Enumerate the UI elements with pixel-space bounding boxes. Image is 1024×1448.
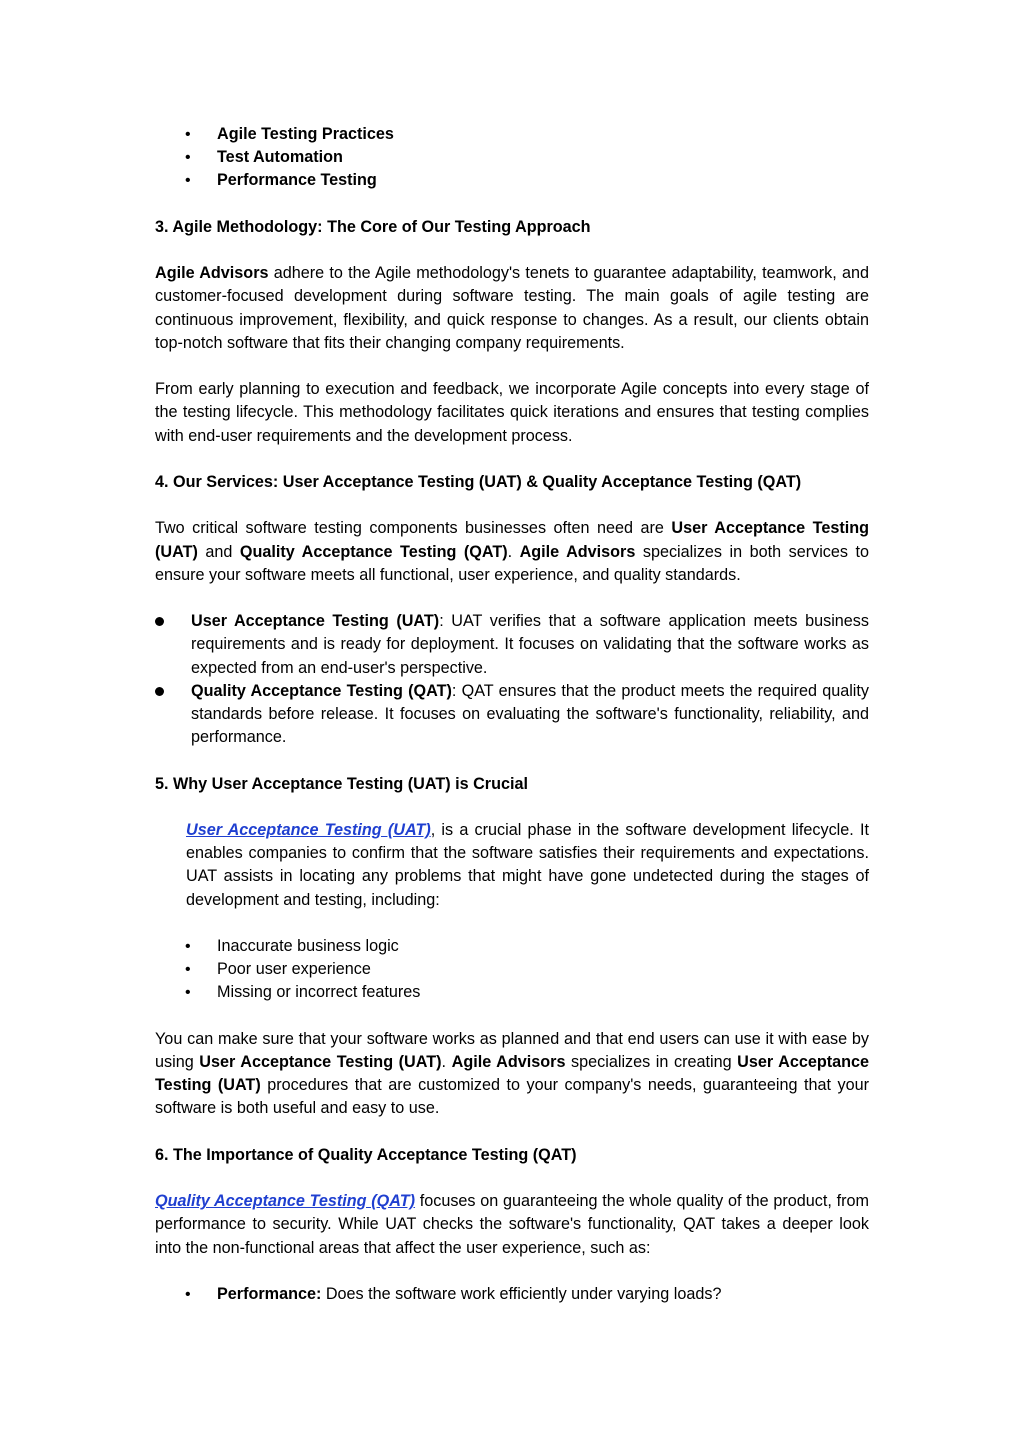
- section-6-heading: 6. The Importance of Quality Acceptance Testing (QAT): [155, 1145, 577, 1164]
- uat-link[interactable]: User Acceptance Testing (UAT): [186, 820, 431, 839]
- document-page: [155, 123, 869, 1306]
- services-list: [155, 610, 869, 749]
- section-5-paragraph-2: You can make sure that your software works as planned and that end users can use it with ease by using User Acceptance Testing (UAT). Agile Advisors specializes in creating User Acceptance Testing (UAT) procedures that are customized to your company's needs, guaranteeing that your software is both useful and easy to use.: [155, 1029, 870, 1118]
- list-item: • Inaccurate business logic: [155, 935, 869, 958]
- list-item: • Agile Testing Practices: [155, 123, 869, 146]
- section-5-paragraph-1: User Acceptance Testing (UAT), is a crucial phase in the software development lifecycle. It enables companies to confirm that the software satisfies their requirements and expectations. UAT assists in locating any problems that might have gone undetected during the stages of development and testing, including:: [186, 820, 869, 909]
- section-4-heading: 4. Our Services: User Acceptance Testing (UAT) & Quality Acceptance Testing (QAT): [155, 472, 802, 491]
- section-5-heading: 5. Why User Acceptance Testing (UAT) is Crucial: [155, 774, 528, 793]
- qat-link[interactable]: Quality Acceptance Testing (QAT): [155, 1192, 416, 1211]
- list-item: • Performance: Does the software work efficiently under varying loads?: [155, 1283, 869, 1306]
- qat-areas-list: [155, 1283, 869, 1306]
- list-item: Quality Acceptance Testing (QAT): QAT ensures that the product meets the required quality standards before release. It focuses on evaluating the software's functionality, reliability, and performance.: [155, 680, 869, 750]
- uat-problems-list: [155, 935, 869, 1005]
- list-item: • Missing or incorrect features: [155, 981, 869, 1004]
- section-3-paragraph-2: From early planning to execution and feedback, we incorporate Agile concepts into every stage of the testing lifecycle. This methodology facilitates quick iterations and ensures that testing complies with end-user requirements and the development process.: [155, 380, 869, 445]
- section-3-heading: 3. Agile Methodology: The Core of Our Testing Approach: [155, 217, 591, 236]
- section-6-paragraph: Quality Acceptance Testing (QAT) focuses on guaranteeing the whole quality of the product, from performance to security. While UAT checks the software's functionality, QAT takes a deeper look into the non-functional areas that affect the user experience, such as:: [155, 1192, 869, 1257]
- section-3-paragraph-1: Agile Advisors adhere to the Agile methodology's tenets to guarantee adaptability, teamwork, and customer-focused development during software testing. The main goals of agile testing are continuous improvement, flexibility, and quick response to changes. As a result, our clients obtain top-notch software that fits their changing company requirements.: [155, 264, 869, 352]
- list-item: • Performance Testing: [155, 169, 869, 192]
- list-item: • Poor user experience: [155, 958, 869, 981]
- section-4-paragraph: Two critical software testing components businesses often need are User Acceptance Testing (UAT) and Quality Acceptance Testing (QAT). Agile Advisors specializes in both services to ensure your software meets all functional, user experience, and quality standards.: [155, 519, 870, 584]
- top-bullet-list: [155, 123, 869, 193]
- list-item: • Test Automation: [155, 146, 869, 169]
- list-item: User Acceptance Testing (UAT): UAT verifies that a software application meets business requirements and is ready for deployment. It focuses on validating that the software works as expected from an end-user's perspective.: [155, 610, 869, 680]
